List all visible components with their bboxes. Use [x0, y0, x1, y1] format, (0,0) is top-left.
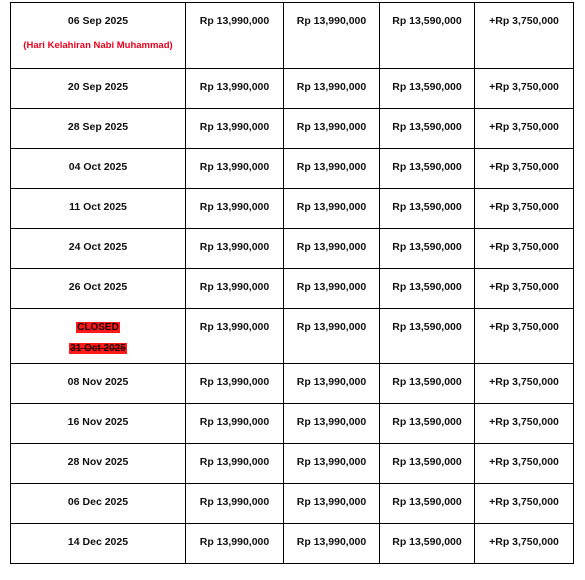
price-cell: Rp 13,990,000	[186, 109, 284, 149]
price-cell: Rp 13,590,000	[380, 229, 475, 269]
table-row	[11, 69, 574, 109]
price-cell: Rp 13,590,000	[380, 269, 475, 309]
table-row	[11, 229, 574, 269]
departure-date: 04 Oct 2025	[11, 149, 186, 189]
departure-date-cell	[11, 3, 186, 69]
departure-date: 16 Nov 2025	[11, 404, 186, 444]
surcharge-cell: +Rp 3,750,000	[475, 189, 574, 229]
price-cell: Rp 13,590,000	[380, 109, 475, 149]
surcharge-cell: +Rp 3,750,000	[475, 229, 574, 269]
price-cell: Rp 13,590,000	[380, 149, 475, 189]
departure-date: 28 Nov 2025	[11, 444, 186, 484]
price-cell: Rp 13,990,000	[284, 229, 380, 269]
surcharge-cell: +Rp 3,750,000	[475, 3, 574, 69]
table-row	[11, 109, 574, 149]
table-row	[11, 189, 574, 229]
price-cell: Rp 13,990,000	[284, 69, 380, 109]
price-cell: Rp 13,990,000	[186, 229, 284, 269]
table-row	[11, 364, 574, 404]
price-cell: Rp 13,990,000	[284, 109, 380, 149]
price-cell: Rp 13,590,000	[380, 189, 475, 229]
price-cell: Rp 13,990,000	[186, 69, 284, 109]
table-row	[11, 149, 574, 189]
price-cell: Rp 13,590,000	[380, 524, 475, 564]
price-cell: Rp 13,990,000	[186, 404, 284, 444]
price-cell: Rp 13,990,000	[284, 404, 380, 444]
table-row	[11, 404, 574, 444]
price-cell: Rp 13,990,000	[186, 149, 284, 189]
surcharge-cell: +Rp 3,750,000	[475, 364, 574, 404]
table-row	[11, 524, 574, 564]
price-cell: Rp 13,990,000	[284, 364, 380, 404]
departure-date: 08 Nov 2025	[11, 364, 186, 404]
surcharge-cell: +Rp 3,750,000	[475, 149, 574, 189]
table-row	[11, 309, 574, 364]
price-cell: Rp 13,990,000	[284, 149, 380, 189]
price-cell: Rp 13,990,000	[284, 269, 380, 309]
price-cell: Rp 13,990,000	[186, 3, 284, 69]
price-cell: Rp 13,590,000	[380, 3, 475, 69]
price-cell: Rp 13,990,000	[186, 484, 284, 524]
closed-badge: CLOSED	[77, 322, 119, 333]
price-cell: Rp 13,990,000	[186, 444, 284, 484]
surcharge-cell: +Rp 3,750,000	[475, 309, 574, 364]
table-row	[11, 269, 574, 309]
holiday-note: (Hari Kelahiran Nabi Muhammad)	[23, 40, 173, 51]
departure-date: 31 Oct 2025	[70, 343, 126, 354]
departure-date: 11 Oct 2025	[11, 189, 186, 229]
price-cell: Rp 13,590,000	[380, 309, 475, 364]
departure-date: 26 Oct 2025	[11, 269, 186, 309]
surcharge-cell: +Rp 3,750,000	[475, 69, 574, 109]
price-cell: Rp 13,990,000	[284, 3, 380, 69]
price-cell: Rp 13,990,000	[284, 444, 380, 484]
price-cell: Rp 13,990,000	[186, 364, 284, 404]
surcharge-cell: +Rp 3,750,000	[475, 484, 574, 524]
departure-date: 24 Oct 2025	[11, 229, 186, 269]
departure-date-cell	[11, 309, 186, 364]
departure-date: 06 Dec 2025	[11, 484, 186, 524]
price-cell: Rp 13,590,000	[380, 69, 475, 109]
departure-price-table	[10, 2, 574, 564]
price-cell: Rp 13,990,000	[186, 309, 284, 364]
surcharge-cell: +Rp 3,750,000	[475, 109, 574, 149]
surcharge-cell: +Rp 3,750,000	[475, 269, 574, 309]
price-cell: Rp 13,990,000	[186, 269, 284, 309]
departure-date: 14 Dec 2025	[11, 524, 186, 564]
departure-date: 06 Sep 2025	[67, 15, 129, 27]
price-cell: Rp 13,590,000	[380, 484, 475, 524]
surcharge-cell: +Rp 3,750,000	[475, 404, 574, 444]
price-cell: Rp 13,590,000	[380, 404, 475, 444]
price-cell: Rp 13,590,000	[380, 364, 475, 404]
price-cell: Rp 13,990,000	[186, 524, 284, 564]
departure-date: 28 Sep 2025	[11, 109, 186, 149]
surcharge-cell: +Rp 3,750,000	[475, 524, 574, 564]
table-row	[11, 484, 574, 524]
price-cell: Rp 13,990,000	[284, 524, 380, 564]
price-cell: Rp 13,990,000	[284, 309, 380, 364]
table-row	[11, 3, 574, 69]
surcharge-cell: +Rp 3,750,000	[475, 444, 574, 484]
departure-date: 20 Sep 2025	[11, 69, 186, 109]
price-cell: Rp 13,590,000	[380, 444, 475, 484]
price-cell: Rp 13,990,000	[186, 189, 284, 229]
price-cell: Rp 13,990,000	[284, 189, 380, 229]
table-row	[11, 444, 574, 484]
price-cell: Rp 13,990,000	[284, 484, 380, 524]
